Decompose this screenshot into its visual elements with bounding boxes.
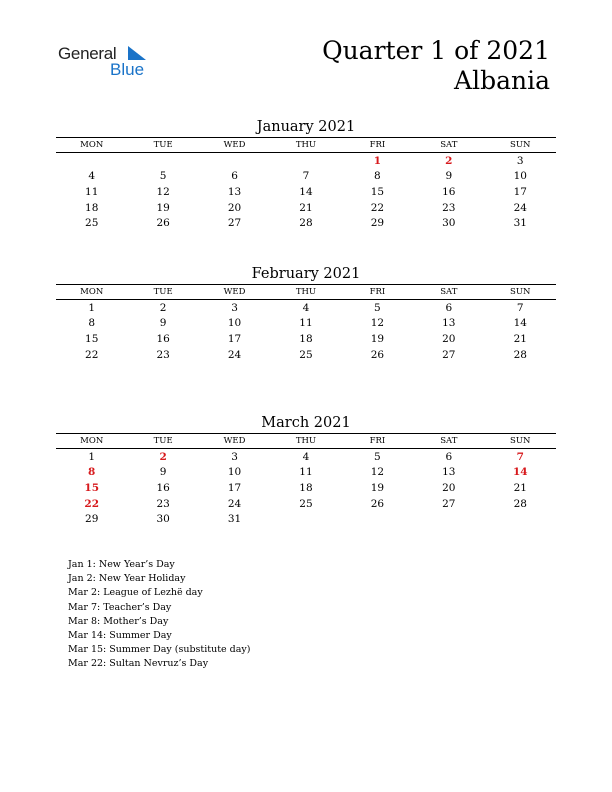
weekday-header-row <box>56 434 556 449</box>
empty-day-cell <box>485 511 556 527</box>
week-row <box>56 331 556 347</box>
empty-day-cell <box>342 511 413 527</box>
day-cell: 12 <box>370 466 385 479</box>
day-cell: 19 <box>156 201 170 214</box>
day-cell: 8 <box>88 317 96 330</box>
weekday-tue: TUE <box>127 138 198 153</box>
weekday-header-row <box>56 285 556 300</box>
day-cell: 11 <box>299 317 313 330</box>
day-cell: 1 <box>373 154 382 167</box>
empty-day-cell <box>56 153 127 169</box>
day-cell: 28 <box>513 348 527 361</box>
week-row <box>56 347 556 363</box>
day-cell: 6 <box>231 170 238 183</box>
weekday-mon: MON <box>56 138 127 153</box>
day-cell: 18 <box>299 332 313 345</box>
day-cell: 20 <box>442 481 456 494</box>
day-cell: 12 <box>370 317 385 330</box>
day-cell: 4 <box>302 450 310 463</box>
day-cell: 7 <box>516 450 524 463</box>
day-cell: 24 <box>227 497 242 510</box>
day-cell: 13 <box>227 185 242 198</box>
day-cell: 10 <box>227 317 242 330</box>
weekday-sun: SUN <box>485 434 556 449</box>
day-cell: 5 <box>374 450 381 463</box>
title-country: Albania <box>454 66 550 95</box>
weekday-tue: TUE <box>127 434 198 449</box>
day-cell: 9 <box>159 466 167 479</box>
day-cell: 15 <box>85 332 99 345</box>
day-cell: 8 <box>88 466 96 479</box>
weekday-sun: SUN <box>485 138 556 153</box>
day-cell: 17 <box>227 332 242 345</box>
weekday-fri: FRI <box>342 138 413 153</box>
day-cell: 1 <box>88 301 96 314</box>
month-january <box>56 117 556 231</box>
day-cell: 22 <box>370 201 385 214</box>
day-cell: 2 <box>159 301 167 314</box>
day-cell: 13 <box>442 317 456 330</box>
logo-word-blue: Blue <box>110 60 145 79</box>
day-cell: 21 <box>513 481 527 494</box>
week-row <box>56 153 556 169</box>
day-cell: 17 <box>227 481 242 494</box>
weekday-wed: WED <box>199 434 270 449</box>
day-cell: 2 <box>445 154 453 167</box>
day-cell: 15 <box>84 481 100 494</box>
day-cell: 20 <box>227 201 242 214</box>
week-row <box>56 449 556 465</box>
day-cell: 27 <box>227 217 242 230</box>
week-row <box>56 200 556 216</box>
day-cell: 7 <box>516 301 524 314</box>
week-row <box>56 480 556 496</box>
weekday-thu: THU <box>270 285 341 300</box>
day-cell: 16 <box>156 332 170 345</box>
holiday-note: Mar 8: Mother’s Day <box>68 615 169 627</box>
week-row <box>56 184 556 200</box>
empty-day-cell <box>270 153 341 169</box>
day-cell: 14 <box>299 185 313 198</box>
day-cell: 9 <box>445 170 453 183</box>
weekday-thu: THU <box>270 434 341 449</box>
day-cell: 21 <box>513 332 527 345</box>
day-cell: 30 <box>156 513 170 526</box>
day-cell: 26 <box>156 217 170 230</box>
day-cell: 10 <box>513 170 527 183</box>
day-cell: 17 <box>513 185 527 198</box>
day-cell: 5 <box>374 301 381 314</box>
day-cell: 18 <box>299 481 313 494</box>
day-cell: 11 <box>299 466 313 479</box>
day-cell: 16 <box>442 185 456 198</box>
day-cell: 14 <box>512 466 528 479</box>
holiday-note: Mar 2: League of Lezhë day <box>68 587 203 599</box>
weekday-tue: TUE <box>127 285 198 300</box>
day-cell: 5 <box>159 170 167 183</box>
holiday-note: Mar 22: Sultan Nevruz’s Day <box>68 658 209 670</box>
empty-day-cell <box>199 153 270 169</box>
day-cell: 30 <box>442 217 456 230</box>
calendar-grid <box>56 137 556 231</box>
week-row <box>56 465 556 481</box>
empty-day-cell <box>127 153 198 169</box>
holiday-notes <box>68 558 250 672</box>
day-cell: 25 <box>85 217 99 230</box>
weekday-sat: SAT <box>413 434 484 449</box>
month-february <box>56 264 556 362</box>
day-cell: 4 <box>302 301 310 314</box>
day-cell: 21 <box>299 201 313 214</box>
day-cell: 20 <box>442 332 456 345</box>
holiday-note: Jan 2: New Year Holiday <box>68 573 186 585</box>
title-quarter: Quarter 1 of 2021 <box>322 36 550 65</box>
weekday-header-row <box>56 138 556 153</box>
month-title: February 2021 <box>251 266 361 282</box>
day-cell: 28 <box>513 497 527 510</box>
weekday-sat: SAT <box>413 138 484 153</box>
month-title: January 2021 <box>256 119 356 135</box>
day-cell: 2 <box>159 450 167 463</box>
day-cell: 7 <box>302 170 310 183</box>
day-cell: 3 <box>231 301 238 314</box>
day-cell: 3 <box>516 154 524 167</box>
month-march <box>56 413 556 527</box>
day-cell: 29 <box>370 217 385 230</box>
day-cell: 19 <box>370 332 385 345</box>
week-row <box>56 215 556 231</box>
weekday-mon: MON <box>56 434 127 449</box>
calendar-grid <box>56 284 556 362</box>
day-cell: 8 <box>374 170 381 183</box>
empty-day-cell <box>270 511 341 527</box>
calendar-grid <box>56 433 556 527</box>
day-cell: 27 <box>442 348 456 361</box>
weekday-sat: SAT <box>413 285 484 300</box>
weekday-fri: FRI <box>342 285 413 300</box>
empty-day-cell <box>413 511 484 527</box>
day-cell: 6 <box>445 301 453 314</box>
week-row <box>56 300 556 316</box>
day-cell: 6 <box>445 450 453 463</box>
weekday-mon: MON <box>56 285 127 300</box>
holiday-note: Jan 1: New Year’s Day <box>68 559 175 570</box>
weekday-fri: FRI <box>342 434 413 449</box>
day-cell: 23 <box>156 348 170 361</box>
day-cell: 1 <box>88 450 96 463</box>
weekday-wed: WED <box>199 138 270 153</box>
day-cell: 19 <box>370 481 385 494</box>
week-row <box>56 169 556 185</box>
day-cell: 18 <box>85 201 99 214</box>
day-cell: 4 <box>88 170 96 183</box>
month-title: March 2021 <box>261 415 351 431</box>
day-cell: 24 <box>513 201 527 214</box>
weekday-thu: THU <box>270 138 341 153</box>
day-cell: 14 <box>513 317 527 330</box>
logo-word-general: General <box>58 44 117 63</box>
day-cell: 29 <box>85 513 99 526</box>
day-cell: 23 <box>156 497 170 510</box>
day-cell: 16 <box>156 481 170 494</box>
day-cell: 26 <box>370 348 385 361</box>
day-cell: 10 <box>227 466 242 479</box>
weekday-sun: SUN <box>485 285 556 300</box>
day-cell: 24 <box>227 348 242 361</box>
day-cell: 11 <box>85 185 99 198</box>
day-cell: 22 <box>85 348 99 361</box>
holiday-note: Mar 15: Summer Day (substitute day) <box>68 644 251 656</box>
day-cell: 9 <box>159 317 167 330</box>
day-cell: 25 <box>299 497 313 510</box>
day-cell: 25 <box>299 348 313 361</box>
holiday-note: Mar 14: Summer Day <box>68 630 172 642</box>
day-cell: 23 <box>442 201 456 214</box>
day-cell: 3 <box>231 450 238 463</box>
day-cell: 31 <box>227 513 242 526</box>
page-title <box>322 36 550 96</box>
logo <box>58 44 158 84</box>
day-cell: 26 <box>370 497 385 510</box>
day-cell: 31 <box>513 217 527 230</box>
day-cell: 27 <box>442 497 456 510</box>
week-row <box>56 316 556 332</box>
week-row <box>56 511 556 527</box>
day-cell: 12 <box>156 185 170 198</box>
day-cell: 13 <box>442 466 456 479</box>
day-cell: 15 <box>370 185 385 198</box>
holiday-note: Mar 7: Teacher’s Day <box>68 601 172 613</box>
week-row <box>56 496 556 512</box>
weekday-wed: WED <box>199 285 270 300</box>
day-cell: 22 <box>84 497 100 510</box>
day-cell: 28 <box>299 217 313 230</box>
